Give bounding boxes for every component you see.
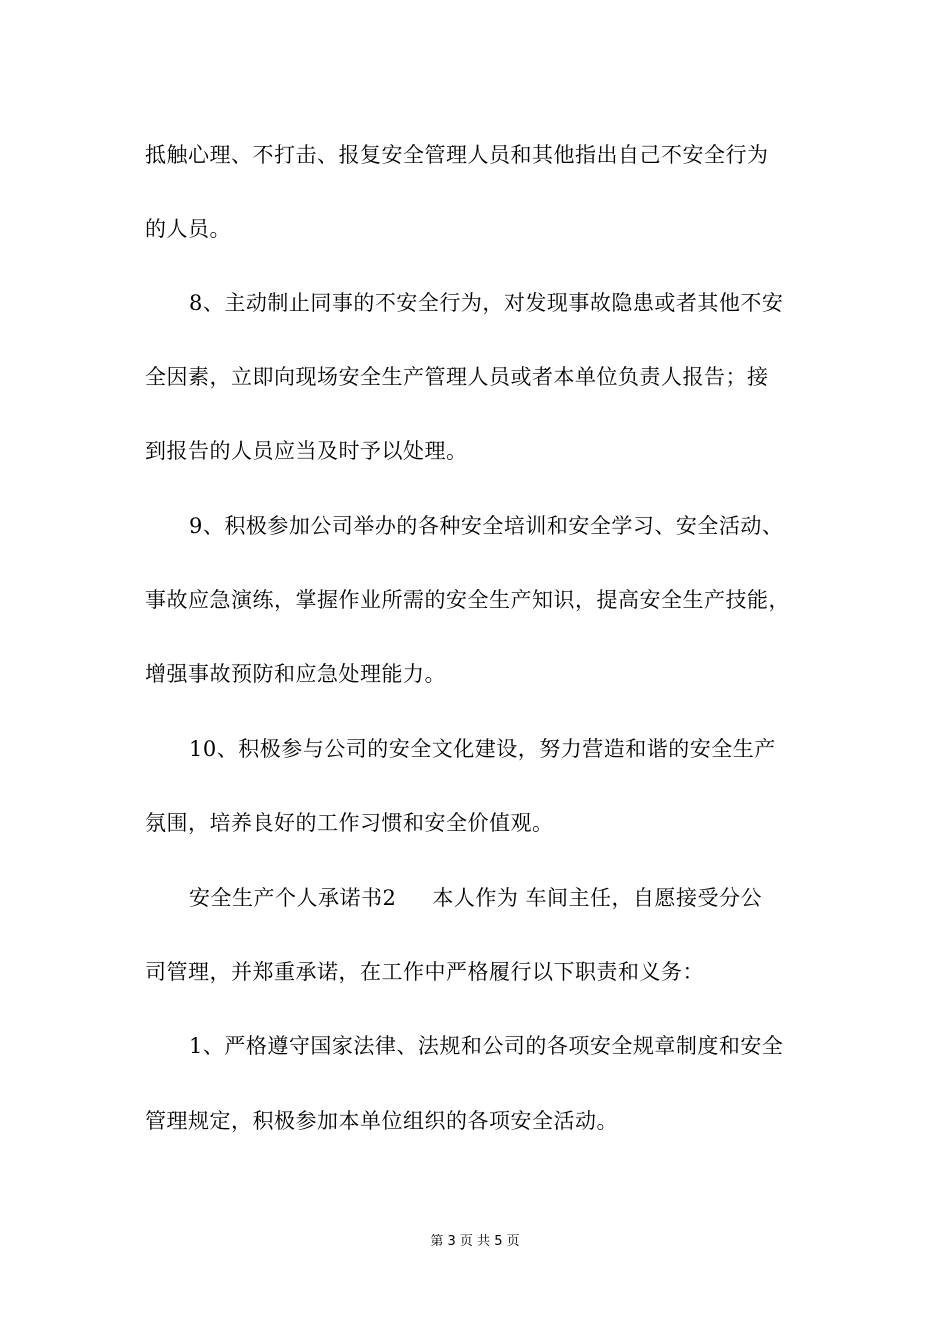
text-line-2: 的人员。 <box>145 217 231 241</box>
text-line-14: 管理规定，积极参加本单位组织的各项安全活动。 <box>145 1109 618 1133</box>
text-line-3: 8、主动制止同事的不安全行为，对发现事故隐患或者其他不安 <box>189 291 784 315</box>
section-title: 安全生产个人承诺书2 <box>189 886 397 910</box>
text-line-12: 司管理，并郑重承诺，在工作中严格履行以下职责和义务： <box>145 960 704 984</box>
text-line-10: 氛围，培养良好的工作习惯和安全价值观。 <box>145 811 554 835</box>
text-line-6: 9、积极参加公司举办的各种安全培训和安全学习、安全活动、 <box>189 514 784 538</box>
text-line-11 <box>189 883 762 913</box>
text-line-4: 全因素，立即向现场安全生产管理人员或者本单位负责人报告；接 <box>145 365 769 389</box>
section-intro: 本人作为 车间主任，自愿接受分公 <box>432 886 763 910</box>
text-line-1: 抵触心理、不打击、报复安全管理人员和其他指出自己不安全行为 <box>145 143 769 167</box>
text-line-5: 到报告的人员应当及时予以处理。 <box>145 439 468 463</box>
page-number-footer: 第 3 页 共 5 页 <box>430 1234 520 1249</box>
text-line-13: 1、严格遵守国家法律、法规和公司的各项安全规章制度和安全 <box>189 1034 784 1058</box>
text-line-8: 增强事故预防和应急处理能力。 <box>145 662 446 686</box>
text-line-9: 10、积极参与公司的安全文化建设，努力营造和谐的安全生产 <box>189 737 776 761</box>
text-line-7: 事故应急演练，掌握作业所需的安全生产知识，提高安全生产技能， <box>145 588 790 612</box>
